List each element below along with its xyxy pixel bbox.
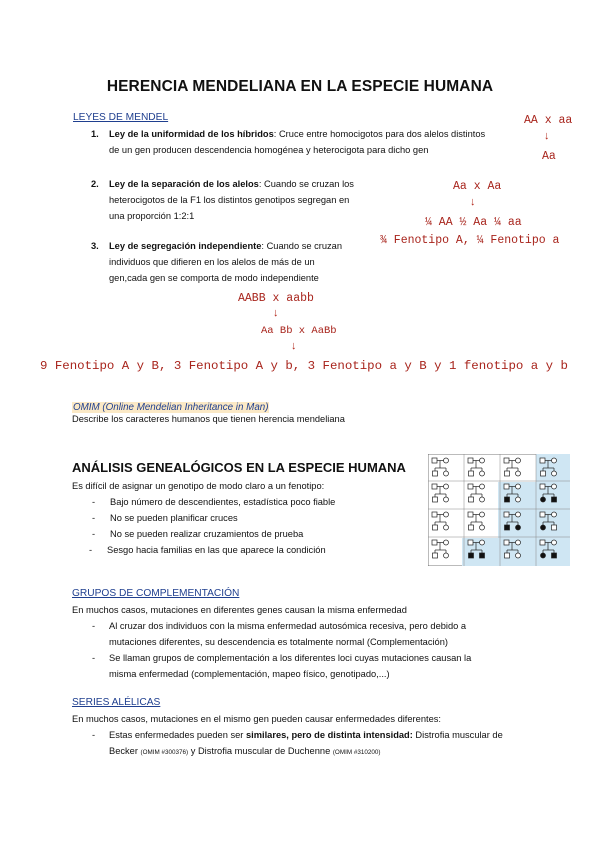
section-heading-leyes: LEYES DE MENDEL — [73, 112, 169, 123]
law-number: 2. — [91, 179, 99, 189]
cross2-parents: Aa x Aa — [453, 180, 502, 193]
law-text: Ley de la separación de los alelos: Cuando se cruzan los heterocigotos de la F1 los distintos genotipos segregan en una proporción 1:2:1 — [109, 179, 354, 221]
series-intro: En muchos casos, mutaciones en el mismo gen pueden causar enfermedades diferentes: — [72, 714, 441, 724]
cross2-offspring: ¼ AA ½ Aa ¼ aa — [425, 216, 522, 229]
grupos-intro: En muchos casos, mutaciones en diferentes genes causan la misma enfermedad — [72, 605, 407, 615]
omim-code: (OMIM #310200) — [332, 749, 381, 756]
list-item: - Se llaman grupos de complementación a los diferentes loci cuyas mutaciones causan la misma enfermedad (complementación, mapeo físico, genotipado,...) — [92, 653, 472, 679]
down-arrow-icon: ↓ — [291, 340, 297, 352]
section-heading-grupos: GRUPOS DE COMPLEMENTACIÓN — [72, 588, 240, 599]
cross3-f1: Aa Bb x AaBb — [261, 325, 337, 337]
cross1-offspring: Aa — [542, 150, 556, 163]
law-text: Ley de la uniformidad de los híbridos: Cruce entre homocigotos para dos alelos distintos de un gen producen descendencia homogénea y heterocigota para dicho gen — [109, 129, 486, 155]
law-number: 1. — [91, 129, 99, 139]
cross2-phenotype: ¾ Fenotipo A, ¼ Fenotipo a — [380, 234, 560, 247]
list-item: - No se pueden realizar cruzamientos de prueba — [92, 529, 304, 539]
page-title: HERENCIA MENDELIANA EN LA ESPECIE HUMANA — [106, 78, 494, 95]
omim-title: OMIM (Online Mendelian Inheritance in Man) — [73, 402, 269, 413]
section-heading-series: SERIES ALÉLICAS — [72, 697, 161, 708]
down-arrow-icon: ↓ — [544, 130, 550, 142]
down-arrow-icon: ↓ — [273, 307, 279, 319]
list-item: - Sesgo hacia familias en las que aparece la condición — [89, 545, 326, 555]
list-item: - Bajo número de descendientes, estadística poco fiable — [92, 497, 336, 507]
omim-code: (OMIM #300376) — [140, 749, 189, 756]
section-heading-analisis: ANÁLISIS GENEALÓGICOS EN LA ESPECIE HUMANA — [72, 460, 406, 475]
law-number: 3. — [91, 241, 99, 251]
cross1-parents: AA x aa — [524, 114, 573, 127]
omim-description: Describe los caracteres humanos que tienen herencia mendeliana — [72, 414, 345, 424]
list-item: - Al cruzar dos individuos con la misma enfermedad autosómica recesiva, pero debido a mutaciones diferentes, su descendencia es totalmente normal (Complementación) — [92, 621, 467, 647]
down-arrow-icon: ↓ — [470, 196, 476, 208]
list-item: - No se pueden planificar cruces — [92, 513, 238, 523]
analisis-intro: Es difícil de asignar un genotipo de modo claro a un fenotipo: — [72, 481, 325, 491]
law-text: Ley de segregación independiente: Cuando se cruzan individuos que difieren en los alelos de más de un gen,cada gen se comporta de modo independiente — [109, 241, 343, 283]
cross3-parents: AABB x aabb — [238, 292, 314, 305]
pedigree-grid-illustration — [428, 454, 570, 566]
grupos-list — [92, 618, 529, 682]
series-list — [92, 727, 549, 761]
analisis-list — [89, 494, 410, 558]
pedigree-figure — [428, 454, 570, 566]
list-item: - Estas enfermedades pueden ser similares, pero de distinta intensidad: Distrofia muscular de Becker (OMIM #300376) y Distrofia muscular de Duchenne (OMIM #310200) — [92, 730, 503, 756]
cross3-result: 9 Fenotipo A y B, 3 Fenotipo A y b, 3 Fenotipo a y B y 1 fenotipo a y b — [40, 359, 568, 373]
